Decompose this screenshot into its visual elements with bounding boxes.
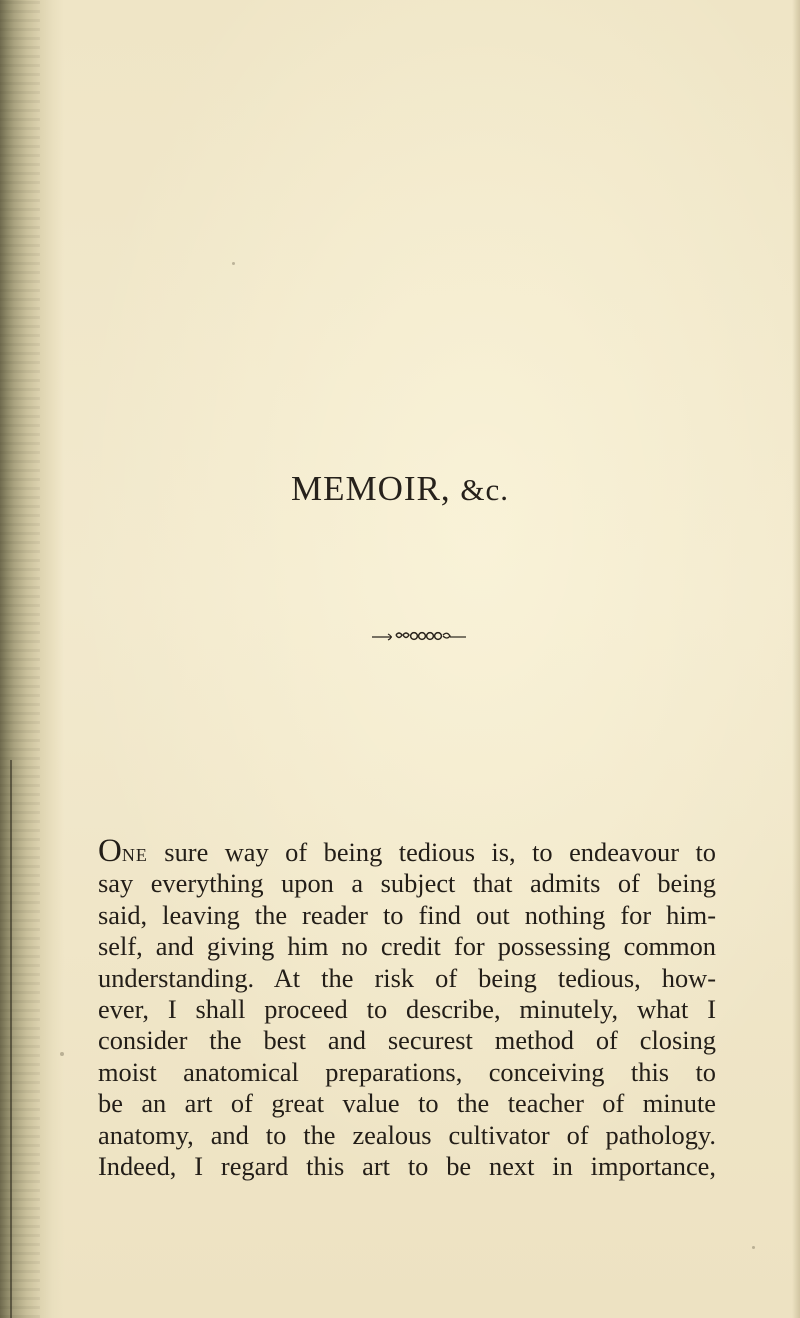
page-right-edge: [792, 0, 800, 1318]
title-text: MEMOIR,: [290, 469, 451, 508]
paragraph-line-11: Indeed, I regard this art to be next in importance,: [98, 1151, 716, 1182]
paragraph-line-3: said, leaving the reader to find out nothing for him-: [98, 899, 716, 930]
body-paragraph: [98, 833, 716, 1182]
paper-speck: [232, 262, 235, 265]
paragraph-smallcaps: ne: [121, 837, 148, 867]
paragraph-line-2: say everything upon a subject that admits of being: [98, 868, 716, 899]
paragraph-dropcap: O: [98, 833, 122, 869]
page-fold-line: [10, 760, 12, 1318]
paragraph-line-7: consider the best and securest method of closing: [98, 1025, 716, 1056]
decorative-rule-ornament: [370, 627, 468, 643]
paragraph-line-5: understanding. At the risk of being tedious, how-: [98, 962, 716, 993]
paper-speck: [752, 1246, 755, 1249]
paragraph-line-text: sure way of being tedious is, to endeavour to: [147, 837, 716, 867]
page-title: [0, 469, 800, 510]
paragraph-line-6: ever, I shall proceed to describe, minutely, what I: [98, 994, 716, 1025]
title-suffix: &c.: [460, 472, 510, 507]
paragraph-line-4: self, and giving him no credit for possessing common: [98, 931, 716, 962]
paragraph-line-1: [98, 833, 716, 869]
paper-speck: [60, 1052, 64, 1056]
page-gutter-texture: [0, 0, 40, 1318]
paragraph-line-10: anatomy, and to the zealous cultivator of pathology.: [98, 1119, 716, 1150]
paragraph-line-9: be an art of great value to the teacher of minute: [98, 1088, 716, 1119]
paragraph-line-8: moist anatomical preparations, conceiving this to: [98, 1056, 716, 1087]
